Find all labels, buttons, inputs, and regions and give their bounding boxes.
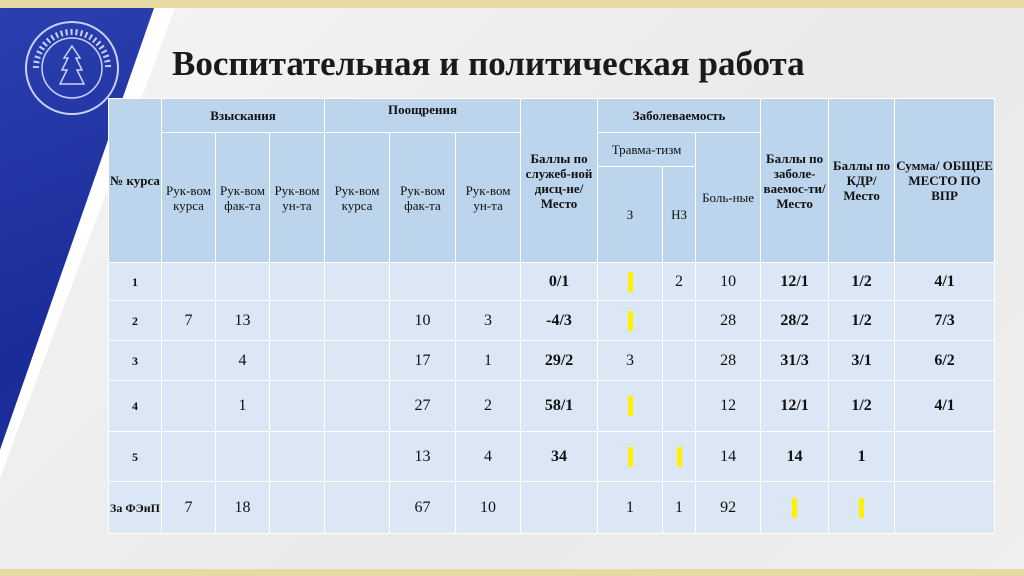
- penalty-course-cell: [162, 381, 216, 432]
- penalty-faculty-head-header: Рук-вом фак-та: [216, 133, 270, 263]
- morbidity-score-cell: 12/1: [761, 263, 829, 301]
- top-accent-bar: [0, 0, 1024, 8]
- trauma-nz-cell: [663, 341, 696, 381]
- penalty-faculty-cell: [216, 432, 270, 482]
- incentive-univ-cell: [456, 263, 521, 301]
- penalties-header: Взыскания: [162, 99, 325, 133]
- incentive-course-cell: [325, 263, 390, 301]
- highlight-marker: [677, 447, 682, 467]
- highlight-marker: [628, 396, 633, 416]
- penalty-univ-cell: [270, 301, 325, 341]
- sick-header: Боль-ные: [696, 133, 761, 263]
- total-place-cell: [895, 432, 995, 482]
- incentive-faculty-cell: [390, 263, 456, 301]
- total-place-cell: 7/3: [895, 301, 995, 341]
- trauma-z-cell: [598, 301, 663, 341]
- service-discipline-cell: 58/1: [521, 381, 598, 432]
- trauma-nz-cell: [663, 301, 696, 341]
- work-results-table: [108, 98, 995, 534]
- highlight-marker: [859, 498, 864, 518]
- incentive-course-cell: [325, 381, 390, 432]
- kdr-score-cell: 1/2: [829, 263, 895, 301]
- penalty-faculty-cell: 18: [216, 482, 270, 534]
- trauma-z-header: З: [598, 167, 663, 263]
- incentive-course-cell: [325, 301, 390, 341]
- service-discipline-header: Баллы по служеб-ной дисц-не/ Место: [521, 99, 598, 263]
- incentive-univ-cell: 4: [456, 432, 521, 482]
- morbidity-score-cell: 14: [761, 432, 829, 482]
- incentive-univ-cell: 3: [456, 301, 521, 341]
- sick-cell: 12: [696, 381, 761, 432]
- kdr-score-header: Баллы по КДР/ Место: [829, 99, 895, 263]
- penalty-univ-cell: [270, 263, 325, 301]
- morbidity-header: Заболеваемость: [598, 99, 761, 133]
- slide-title: Воспитательная и политическая работа: [172, 44, 805, 83]
- row-label: 5: [109, 432, 162, 482]
- university-emblem-icon: [22, 18, 122, 118]
- penalty-faculty-cell: 1: [216, 381, 270, 432]
- row-label: 2: [109, 301, 162, 341]
- course-number-header: № курса: [109, 99, 162, 263]
- morbidity-score-cell: 12/1: [761, 381, 829, 432]
- row-label: 1: [109, 263, 162, 301]
- incentive-faculty-cell: 67: [390, 482, 456, 534]
- total-place-cell: [895, 482, 995, 534]
- incentive-faculty-cell: 10: [390, 301, 456, 341]
- sick-cell: 92: [696, 482, 761, 534]
- total-place-header: Сумма/ ОБЩЕЕ МЕСТО ПО ВПР: [895, 99, 995, 263]
- incentive-course-head-header: Рук-вом курса: [325, 133, 390, 263]
- penalty-faculty-cell: [216, 263, 270, 301]
- incentive-course-cell: [325, 482, 390, 534]
- trauma-z-cell: [598, 263, 663, 301]
- highlight-marker: [792, 498, 797, 518]
- kdr-score-cell: 1/2: [829, 381, 895, 432]
- row-label: За ФЭиП: [109, 482, 162, 534]
- kdr-score-cell: 3/1: [829, 341, 895, 381]
- penalty-faculty-cell: 4: [216, 341, 270, 381]
- incentive-faculty-cell: 17: [390, 341, 456, 381]
- penalty-course-head-header: Рук-вом курса: [162, 133, 216, 263]
- penalty-course-cell: [162, 341, 216, 381]
- sick-cell: 28: [696, 341, 761, 381]
- incentive-faculty-cell: 27: [390, 381, 456, 432]
- table-row: [109, 381, 995, 432]
- trauma-nz-header: НЗ: [663, 167, 696, 263]
- trauma-z-cell: [598, 432, 663, 482]
- sick-cell: 14: [696, 432, 761, 482]
- penalty-univ-cell: [270, 341, 325, 381]
- penalty-course-cell: [162, 263, 216, 301]
- highlight-marker: [628, 311, 633, 331]
- service-discipline-cell: 0/1: [521, 263, 598, 301]
- incentive-univ-head-header: Рук-вом ун-та: [456, 133, 521, 263]
- highlight-marker: [628, 447, 633, 467]
- kdr-score-cell: 1/2: [829, 301, 895, 341]
- kdr-score-cell: 1: [829, 432, 895, 482]
- total-place-cell: 6/2: [895, 341, 995, 381]
- penalty-univ-cell: [270, 381, 325, 432]
- incentive-faculty-cell: 13: [390, 432, 456, 482]
- trauma-z-cell: 1: [598, 482, 663, 534]
- trauma-nz-cell: 2: [663, 263, 696, 301]
- table-row: [109, 301, 995, 341]
- penalty-faculty-cell: 13: [216, 301, 270, 341]
- row-label: 3: [109, 341, 162, 381]
- incentive-course-cell: [325, 341, 390, 381]
- service-discipline-cell: -4/3: [521, 301, 598, 341]
- total-place-cell: 4/1: [895, 263, 995, 301]
- incentive-course-cell: [325, 432, 390, 482]
- incentives-header: Поощрения: [325, 99, 521, 133]
- table-row: [109, 263, 995, 301]
- service-discipline-cell: 29/2: [521, 341, 598, 381]
- sick-cell: 10: [696, 263, 761, 301]
- trauma-z-cell: 3: [598, 341, 663, 381]
- penalty-course-cell: 7: [162, 482, 216, 534]
- table-row: [109, 341, 995, 381]
- penalty-course-cell: [162, 432, 216, 482]
- morbidity-score-cell: 31/3: [761, 341, 829, 381]
- incentive-univ-cell: 2: [456, 381, 521, 432]
- penalty-univ-head-header: Рук-вом ун-та: [270, 133, 325, 263]
- bottom-accent-bar: [0, 569, 1024, 576]
- trauma-header: Травма-тизм: [598, 133, 696, 167]
- morbidity-score-header: Баллы по заболе-ваемос-ти/ Место: [761, 99, 829, 263]
- incentive-univ-cell: 1: [456, 341, 521, 381]
- table-row: [109, 482, 995, 534]
- incentive-faculty-head-header: Рук-вом фак-та: [390, 133, 456, 263]
- morbidity-score-cell: [761, 482, 829, 534]
- penalty-univ-cell: [270, 482, 325, 534]
- trauma-nz-cell: [663, 381, 696, 432]
- kdr-score-cell: [829, 482, 895, 534]
- sick-cell: 28: [696, 301, 761, 341]
- penalty-course-cell: 7: [162, 301, 216, 341]
- incentive-univ-cell: 10: [456, 482, 521, 534]
- service-discipline-cell: 34: [521, 432, 598, 482]
- highlight-marker: [628, 272, 633, 292]
- total-place-cell: 4/1: [895, 381, 995, 432]
- table-row: [109, 432, 995, 482]
- trauma-z-cell: [598, 381, 663, 432]
- morbidity-score-cell: 28/2: [761, 301, 829, 341]
- row-label: 4: [109, 381, 162, 432]
- service-discipline-cell: [521, 482, 598, 534]
- penalty-univ-cell: [270, 432, 325, 482]
- trauma-nz-cell: 1: [663, 482, 696, 534]
- trauma-nz-cell: [663, 432, 696, 482]
